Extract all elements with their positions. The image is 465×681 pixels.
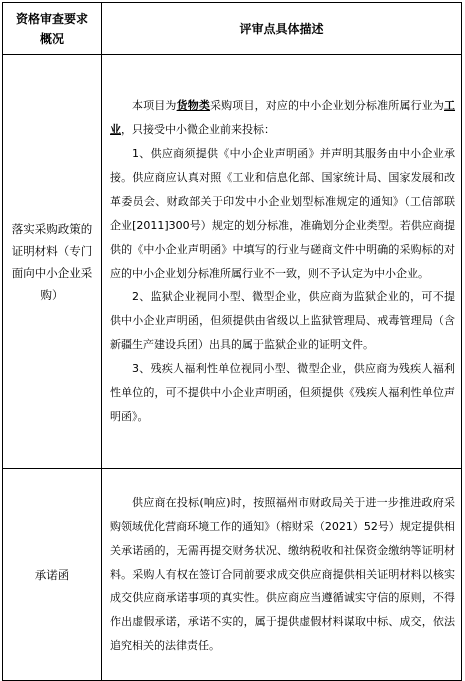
header-description: 评审点具体描述 (102, 3, 462, 55)
evaluation-table (2, 2, 462, 681)
row-description-procurement-policy (102, 55, 462, 469)
industry-type: 工业 (110, 99, 456, 137)
table-row (3, 55, 462, 469)
intro-paragraph (110, 94, 455, 142)
row-label-commitment-letter: 承诺函 (3, 469, 102, 681)
project-type: 货物类 (176, 99, 211, 113)
header-requirements-line2: 概况 (39, 31, 64, 46)
table-header-row (3, 3, 462, 55)
table-row (3, 469, 462, 681)
intro-text-2: 采购项目，对应的中小企业划分标准所属行业为 (210, 99, 445, 113)
header-requirements-line1: 资格审查要求 (15, 11, 88, 26)
policy-item-2: 2、监狱企业视同小型、微型企业，供应商为监狱企业的，可不提供中小企业声明函，但须提供由省级以上监狱管理局、戒毒管理局（含新疆生产建设兵团）出具的属于监狱企业的证明文件。 (110, 290, 455, 352)
header-requirements (3, 3, 102, 55)
intro-text-3: ，只接受中小微企业前来投标： (121, 123, 275, 137)
policy-item-3: 3、残疾人福利性单位视同小型、微型企业，供应商为残疾人福利性单位的，可不提供中小企业声明函，但须提供《残疾人福利性单位声明函》。 (110, 362, 455, 423)
intro-text-1: 本项目为 (132, 99, 177, 113)
policy-item-1: 1、供应商须提供《中小企业声明函》并声明其服务由中小企业承接。供应商应认真对照《工业和信息化部、国家统计局、国家发展和改革委员会、财政部关于印发中小企业划型标准规定的通知》（工信部联企业[2011]300号）规定的划分标准，准确划分企业类型。若供应商提供的《中小企业声明函》中填写的行业与磋商文件中明确的采购标的对应的中小企业划分标准所属行业不一致，则不予认定为中小企业。 (110, 146, 455, 280)
row-description-commitment-letter (102, 469, 462, 681)
row-label-procurement-policy: 落实采购政策的证明材料（专门面向中小企业采购） (3, 55, 102, 469)
commitment-paragraph: 供应商在投标(响应)时，按照福州市财政局关于进一步推进政府采购领域优化营商环境工作的通知》（榕财采（2021）52号）规定提供相关承诺函的，无需再提交财务状况、缴纳税收和社保资金缴纳等证明材料。采购人有权在签订合同前要求成交供应商提供相关证明材料以核实成交供应商承诺事项的真实性。供应商应当遵循诚实守信的原则，不得作出虚假承诺，承诺不实的，属于提供虚假材料谋取中标、成交，依法追究相关的法律责任。 (110, 495, 455, 653)
